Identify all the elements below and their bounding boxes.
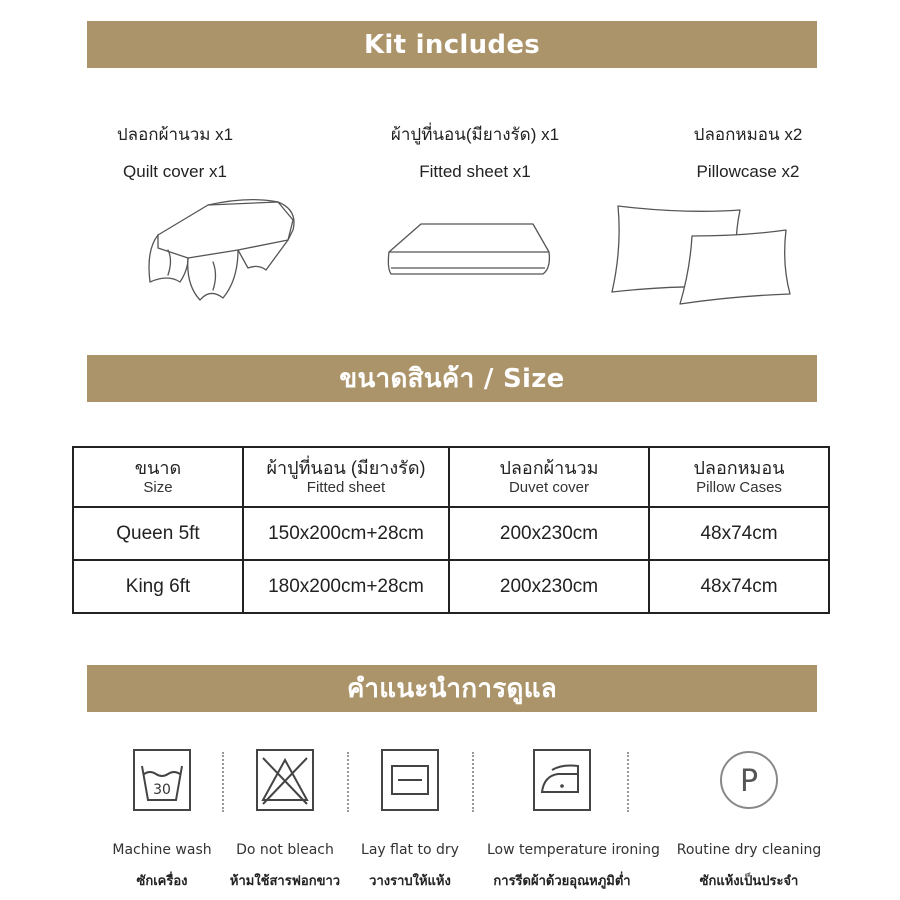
- lay-flat-dry-icon: [380, 748, 440, 812]
- care-en-label: Lay flat to dry: [361, 842, 459, 858]
- size-banner: ขนาดสินค้า / Size: [87, 355, 817, 402]
- row-size-label: King 6ft: [73, 560, 243, 613]
- header-th: ปลอกหมอน: [693, 458, 785, 478]
- care-th-label: ห้ามใช้สารฟอกขาว: [229, 874, 341, 889]
- care-th-label: ซักเครื่อง: [136, 874, 188, 889]
- care-th-label: ซักแห้งเป็นประจำ: [699, 874, 799, 889]
- care-en-label: Do not bleach: [236, 842, 334, 858]
- fitted-sheet-icon: [383, 218, 553, 282]
- row-fitted-sheet: 180x200cm+28cm: [243, 560, 449, 613]
- dry-clean-icon: [717, 748, 781, 812]
- table-header-row: [73, 447, 829, 507]
- kit-item-en-label: Pillowcase x2: [696, 162, 800, 181]
- care-item-lay-flat: [335, 748, 485, 891]
- row-fitted-sheet: 150x200cm+28cm: [243, 507, 449, 560]
- header-th: ขนาด: [134, 458, 182, 478]
- kit-item-fitted-sheet: [375, 121, 575, 182]
- header-en: Fitted sheet: [306, 479, 386, 496]
- header-en: Duvet cover: [508, 479, 590, 496]
- quilt-cover-icon: [128, 190, 298, 305]
- row-pillow-cases: 48x74cm: [649, 560, 829, 613]
- pillowcase-icon: [604, 198, 794, 306]
- no-bleach-icon: [255, 748, 315, 812]
- kit-item-en-label: Fitted sheet x1: [419, 162, 531, 181]
- row-size-label: Queen 5ft: [73, 507, 243, 560]
- header-pillow-cases: [649, 447, 829, 507]
- care-th-label: การรีดผ้าด้วยอุณหภูมิต่ำ: [493, 874, 631, 889]
- kit-includes-banner: Kit includes: [87, 21, 817, 68]
- header-en: Size: [143, 479, 173, 496]
- care-item-low-iron: [487, 748, 660, 891]
- machine-wash-icon: [132, 748, 192, 812]
- row-duvet-cover: 200x230cm: [449, 560, 649, 613]
- table-row: [73, 507, 829, 560]
- kit-item-en-label: Quilt cover x1: [123, 162, 227, 181]
- header-fitted-sheet: [243, 447, 449, 507]
- kit-item-quilt-cover: [95, 121, 255, 182]
- care-item-dry-clean: [674, 748, 824, 891]
- low-iron-icon: [532, 748, 592, 812]
- row-duvet-cover: 200x230cm: [449, 507, 649, 560]
- kit-item-th-label: ผ้าปูที่นอน(มียางรัด) x1: [390, 125, 560, 144]
- wash-temp-label: 30: [153, 782, 171, 798]
- header-en: Pillow Cases: [696, 479, 782, 496]
- care-en-label: Low temperature ironing: [487, 842, 660, 858]
- kit-item-pillowcase: [668, 121, 828, 182]
- care-banner: คำแนะนำการดูแล: [87, 665, 817, 712]
- kit-item-th-label: ปลอกผ้านวม x1: [116, 125, 234, 144]
- header-duvet-cover: [449, 447, 649, 507]
- header-size: [73, 447, 243, 507]
- header-th: ผ้าปูที่นอน (มียางรัด): [266, 458, 426, 478]
- kit-item-th-label: ปลอกหมอน x2: [693, 125, 803, 144]
- header-th: ปลอกผ้านวม: [499, 458, 599, 478]
- row-pillow-cases: 48x74cm: [649, 507, 829, 560]
- dry-clean-letter: P: [739, 764, 759, 799]
- care-en-label: Routine dry cleaning: [676, 842, 822, 858]
- size-table: [72, 446, 830, 614]
- care-th-label: วางราบให้แห้ง: [369, 874, 451, 889]
- care-en-label: Machine wash: [112, 842, 212, 858]
- table-row: [73, 560, 829, 613]
